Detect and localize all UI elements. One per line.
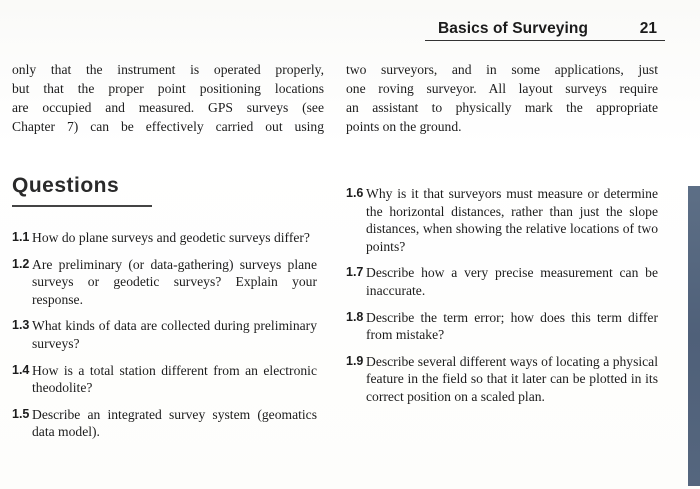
text-line: an assistant to physically mark the appropriate [346, 100, 658, 115]
header-title: Basics of Surveying [438, 20, 589, 37]
question-text: Describe how a very precise measurement can be inaccurate. [366, 265, 658, 298]
question-number: 1.7 [346, 265, 364, 280]
questions-heading: Questions [12, 174, 120, 197]
question-item [12, 317, 317, 352]
question-number: 1.4 [12, 362, 30, 377]
question-number: 1.8 [346, 309, 364, 324]
question-text: What kinds of data are collected during preliminary surveys? [32, 318, 317, 351]
question-text: How is a total station different from an electronic theodolite? [32, 362, 317, 396]
question-number: 1.6 [346, 186, 364, 200]
question-item [12, 256, 317, 309]
question-text: Are preliminary (or data-gathering) surveys plane surveys or geodetic surveys? Explain your response. [32, 256, 317, 307]
question-item [346, 309, 658, 344]
text-line: two surveyors, and in some applications, just [346, 62, 658, 77]
question-item [346, 353, 658, 406]
question-text: How do plane surveys and geodetic surveys differ? [32, 230, 310, 245]
question-text: Describe an integrated survey system (geomatics data model). [32, 406, 317, 440]
question-number: 1.3 [12, 318, 30, 333]
question-item [12, 362, 317, 397]
question-number: 1.2 [12, 256, 30, 271]
question-number: 1.5 [12, 406, 30, 421]
page-number: 21 [639, 20, 657, 37]
question-item [346, 185, 658, 255]
question-text: Describe several different ways of locating a physical feature in the field so that it later can be plotted in its correct position on a scaled plan. [366, 353, 658, 404]
text-line: Chapter 7) can be effectively carried out using [12, 119, 324, 134]
page-edge-tab [688, 186, 700, 486]
text-line: points on the ground. [346, 119, 462, 134]
intro-paragraph-right [346, 60, 658, 136]
intro-paragraph-left [12, 60, 324, 136]
text-line: but that the proper point positioning locations [12, 81, 324, 96]
question-item [346, 264, 658, 299]
question-item [12, 229, 317, 247]
question-number: 1.9 [346, 353, 364, 368]
questions-list-right [346, 185, 658, 415]
running-header [425, 18, 665, 41]
text-line: one roving surveyor. All layout surveys require [346, 81, 658, 96]
question-text: Why is it that surveyors must measure or determine the horizontal distances, rather than just the slope distances, when showing the relative locations of two points? [366, 186, 658, 254]
text-line: only that the instrument is operated properly, [12, 62, 324, 77]
question-number: 1.1 [12, 230, 30, 244]
text-line: are occupied and measured. GPS surveys (see [12, 100, 324, 115]
question-item [12, 406, 317, 441]
questions-list-left [12, 229, 317, 450]
question-text: Describe the term error; how does this term differ from mistake? [366, 309, 658, 343]
heading-underline [12, 205, 152, 207]
